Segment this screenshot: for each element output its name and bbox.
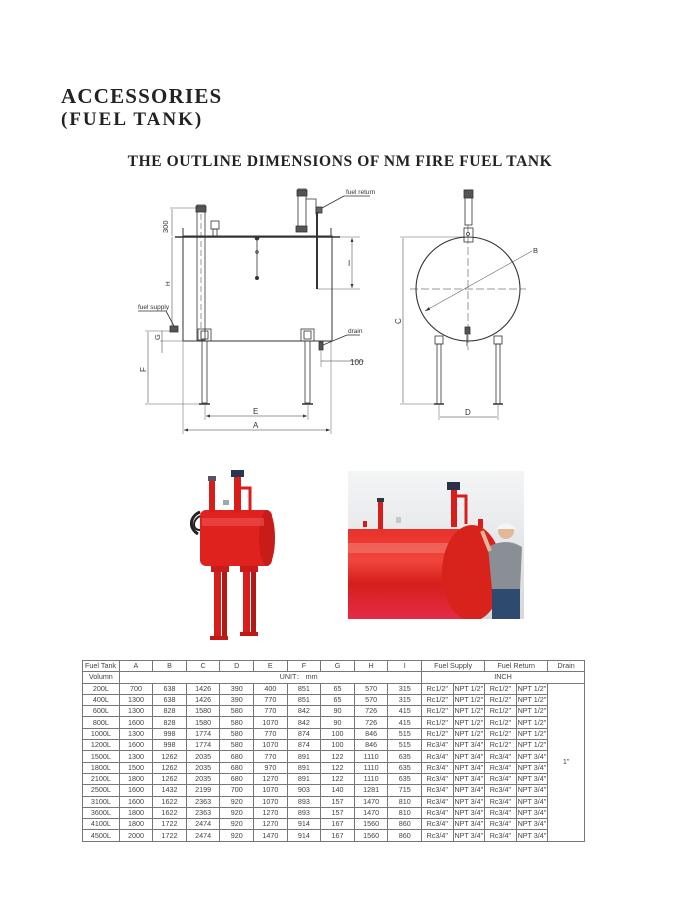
- table-cell: 1426: [186, 683, 220, 694]
- table-cell: 1270: [254, 819, 288, 830]
- table-cell: 1262: [153, 773, 187, 784]
- cell-volume: 1000L: [83, 728, 120, 739]
- table-cell: Rc1/2": [485, 683, 517, 694]
- table-cell: NPT 3/4": [454, 762, 484, 772]
- table-cell: Rc1/2": [422, 694, 454, 705]
- table-cell: 2474: [186, 830, 220, 841]
- cell-volume: 1800L: [83, 762, 120, 773]
- table-cell: 100: [321, 728, 355, 739]
- table-cell: 415: [388, 717, 422, 728]
- table-cell: 998: [153, 728, 187, 739]
- table-cell: 680: [220, 751, 254, 762]
- table-cell: 891: [287, 762, 321, 773]
- table-cell: 65: [321, 694, 355, 705]
- fuel-tank-photo-standalone: [178, 468, 288, 646]
- table-cell: NPT 3/4": [517, 762, 547, 772]
- table-cell: 1070: [254, 740, 288, 751]
- table-cell: Rc1/2": [485, 694, 517, 705]
- table-cell: 570: [354, 683, 388, 694]
- table-cell: 580: [220, 706, 254, 717]
- table-cell: 415: [388, 706, 422, 717]
- table-cell: 580: [220, 728, 254, 739]
- table-cell: 1470: [354, 796, 388, 807]
- table-cell: 122: [321, 751, 355, 762]
- table-cell: 920: [220, 830, 254, 841]
- table-cell: 1722: [153, 819, 187, 830]
- header-b: B: [153, 661, 187, 672]
- table-cell: 851: [287, 694, 321, 705]
- table-cell: 315: [388, 683, 422, 694]
- table-cell: 1070: [254, 717, 288, 728]
- table-cell: 828: [153, 706, 187, 717]
- table-cell: 860: [388, 819, 422, 830]
- table-cell: 65: [321, 683, 355, 694]
- table-cell: 580: [220, 717, 254, 728]
- svg-text:100: 100: [350, 358, 364, 367]
- table-cell: 1070: [254, 785, 288, 796]
- table-row: [83, 773, 585, 784]
- table-header-row: [83, 661, 585, 672]
- table-cell: 893: [287, 807, 321, 818]
- label-fuel-supply: fuel supply: [138, 304, 170, 311]
- table-cell: 998: [153, 740, 187, 751]
- table-cell: 1560: [354, 830, 388, 841]
- table-row: [83, 830, 585, 841]
- table-cell: 1262: [153, 751, 187, 762]
- table-cell: 635: [388, 751, 422, 762]
- table-cell: NPT 3/4": [454, 785, 484, 795]
- header-f: F: [287, 661, 321, 672]
- table-cell: 580: [220, 740, 254, 751]
- svg-text:A: A: [253, 421, 259, 430]
- cell-volume: 3600L: [83, 807, 120, 818]
- table-cell: 914: [287, 830, 321, 841]
- table-cell: 920: [220, 796, 254, 807]
- table-cell: 1110: [354, 773, 388, 784]
- table-cell: 1110: [354, 762, 388, 773]
- table-cell: 893: [287, 796, 321, 807]
- svg-text:I: I: [348, 259, 351, 268]
- table-cell: 726: [354, 706, 388, 717]
- table-cell: NPT 1/2": [454, 683, 484, 693]
- cell-volume: 400L: [83, 694, 120, 705]
- table-cell: 1470: [254, 830, 288, 841]
- cell-volume: 800L: [83, 717, 120, 728]
- table-cell: NPT 3/4": [517, 751, 547, 761]
- table-cell: NPT 3/4": [517, 808, 547, 817]
- table-cell: 635: [388, 773, 422, 784]
- table-cell: 140: [321, 785, 355, 796]
- header-volumn: Volumn: [83, 672, 120, 683]
- table-cell: 122: [321, 762, 355, 773]
- table-cell: 122: [321, 773, 355, 784]
- cell-volume: 2100L: [83, 773, 120, 784]
- page-subtitle: (FUEL TANK): [61, 109, 204, 130]
- table-cell: 1600: [119, 785, 153, 796]
- table-cell: 390: [220, 694, 254, 705]
- header-c: C: [186, 661, 220, 672]
- table-cell: 638: [153, 694, 187, 705]
- table-cell: 810: [388, 807, 422, 818]
- table-cell: 2035: [186, 762, 220, 773]
- table-cell: 1500: [119, 762, 153, 773]
- table-cell: 400: [254, 683, 288, 694]
- cell-drain: 1": [548, 683, 585, 841]
- table-cell: 726: [354, 717, 388, 728]
- table-cell: Rc3/4": [485, 762, 517, 773]
- table-cell: 2199: [186, 785, 220, 796]
- cell-volume: 1200L: [83, 740, 120, 751]
- end-view: [394, 190, 538, 420]
- table-cell: Rc3/4": [422, 773, 454, 784]
- table-cell: 1580: [186, 717, 220, 728]
- table-cell: 1722: [153, 830, 187, 841]
- svg-text:D: D: [465, 408, 471, 417]
- table-cell: NPT 3/4": [454, 808, 484, 817]
- table-cell: NPT 1/2": [454, 728, 484, 738]
- svg-text:300: 300: [161, 220, 170, 233]
- table-cell: 700: [220, 785, 254, 796]
- table-cell: 1300: [119, 728, 153, 739]
- header-fuel-return: Fuel Return: [485, 661, 548, 672]
- table-cell: 970: [254, 762, 288, 773]
- table-cell: 1470: [354, 807, 388, 818]
- table-row: [83, 796, 585, 807]
- table-cell: 1774: [186, 728, 220, 739]
- table-cell: 390: [220, 683, 254, 694]
- page-title: ACCESSORIES: [61, 84, 223, 108]
- table-row: [83, 706, 585, 717]
- table-cell: NPT 1/2": [454, 717, 484, 727]
- table-cell: 920: [220, 819, 254, 830]
- table-cell: 842: [287, 706, 321, 717]
- table-cell: NPT 1/2": [517, 706, 547, 716]
- svg-text:G: G: [153, 334, 162, 340]
- header-h: H: [354, 661, 388, 672]
- svg-text:C: C: [394, 318, 403, 324]
- table-cell: NPT 3/4": [517, 819, 547, 829]
- svg-text:H: H: [165, 281, 172, 286]
- table-cell: Rc3/4": [422, 796, 454, 807]
- table-cell: Rc3/4": [422, 785, 454, 796]
- label-fuel-return: fuel return: [346, 189, 376, 196]
- table-unit-row: [83, 672, 585, 683]
- table-cell: 167: [321, 830, 355, 841]
- table-cell: Rc3/4": [422, 740, 454, 751]
- fuel-tank-photo-with-person: [348, 471, 524, 619]
- cell-volume: 4500L: [83, 830, 120, 841]
- table-cell: 715: [388, 785, 422, 796]
- header-g: G: [321, 661, 355, 672]
- table-row: [83, 683, 585, 694]
- table-cell: 90: [321, 717, 355, 728]
- table-cell: 638: [153, 683, 187, 694]
- table-cell: NPT 1/2": [517, 740, 547, 750]
- table-cell: 1270: [254, 807, 288, 818]
- table-cell: 860: [388, 830, 422, 841]
- table-cell: 2000: [119, 830, 153, 841]
- table-cell: Rc1/2": [485, 706, 517, 717]
- table-cell: NPT 3/4": [454, 751, 484, 761]
- table-cell: NPT 1/2": [517, 717, 547, 727]
- table-cell: 2363: [186, 796, 220, 807]
- label-drain: drain: [348, 328, 363, 335]
- svg-text:B: B: [533, 246, 539, 255]
- table-cell: 515: [388, 740, 422, 751]
- table-cell: 1600: [119, 717, 153, 728]
- table-cell: NPT 3/4": [517, 830, 547, 840]
- table-cell: NPT 1/2": [517, 728, 547, 738]
- table-cell: NPT 1/2": [454, 695, 484, 705]
- table-cell: Rc3/4": [422, 819, 454, 830]
- table-cell: 1622: [153, 807, 187, 818]
- header-a: A: [119, 661, 153, 672]
- table-cell: 1560: [354, 819, 388, 830]
- table-cell: 1432: [153, 785, 187, 796]
- table-cell: 700: [119, 683, 153, 694]
- table-cell: 635: [388, 762, 422, 773]
- table-cell: 846: [354, 728, 388, 739]
- table-cell: 1300: [119, 751, 153, 762]
- table-cell: 315: [388, 694, 422, 705]
- table-row: [83, 785, 585, 796]
- header-i: I: [388, 661, 422, 672]
- outline-dimension-drawing: [0, 0, 680, 450]
- table-row: [83, 762, 585, 773]
- svg-text:E: E: [253, 407, 259, 416]
- table-cell: 1281: [354, 785, 388, 796]
- header-e: E: [254, 661, 288, 672]
- table-cell: 1600: [119, 796, 153, 807]
- table-cell: Rc1/2": [485, 740, 517, 751]
- table-cell: Rc3/4": [422, 830, 454, 841]
- table-cell: Rc3/4": [485, 830, 517, 841]
- table-cell: 157: [321, 796, 355, 807]
- table-cell: 770: [254, 706, 288, 717]
- table-cell: Rc3/4": [485, 773, 517, 784]
- table-cell: 770: [254, 694, 288, 705]
- table-cell: NPT 1/2": [517, 683, 547, 693]
- table-row: [83, 694, 585, 705]
- table-cell: Rc1/2": [422, 717, 454, 728]
- table-cell: NPT 3/4": [454, 830, 484, 840]
- table-cell: 1800: [119, 819, 153, 830]
- table-cell: 2035: [186, 751, 220, 762]
- unit-mm: UNIT： mm: [119, 672, 421, 683]
- table-cell: 1426: [186, 694, 220, 705]
- header-fuel-tank: Fuel Tank: [83, 661, 120, 672]
- table-cell: 1110: [354, 751, 388, 762]
- header-drain: Drain: [548, 661, 585, 672]
- table-cell: 851: [287, 683, 321, 694]
- table-cell: 810: [388, 796, 422, 807]
- table-cell: Rc3/4": [485, 796, 517, 807]
- table-row: [83, 728, 585, 739]
- table-cell: 1622: [153, 796, 187, 807]
- svg-text:F: F: [139, 367, 148, 372]
- table-cell: 842: [287, 717, 321, 728]
- table-cell: 2035: [186, 773, 220, 784]
- section-title: THE OUTLINE DIMENSIONS OF NM FIRE FUEL TANK: [127, 153, 553, 170]
- table-cell: 515: [388, 728, 422, 739]
- table-cell: 1600: [119, 740, 153, 751]
- cell-volume: 3100L: [83, 796, 120, 807]
- table-cell: 157: [321, 807, 355, 818]
- table-cell: NPT 3/4": [454, 740, 484, 750]
- table-cell: 680: [220, 773, 254, 784]
- table-cell: 1774: [186, 740, 220, 751]
- table-cell: NPT 3/4": [517, 774, 547, 784]
- table-cell: NPT 3/4": [517, 796, 547, 806]
- table-cell: 874: [287, 740, 321, 751]
- table-cell: 167: [321, 819, 355, 830]
- side-view: [138, 189, 376, 434]
- cell-volume: 200L: [83, 683, 120, 694]
- table-cell: 846: [354, 740, 388, 751]
- table-row: [83, 717, 585, 728]
- table-cell: NPT 1/2": [517, 695, 547, 705]
- table-cell: 828: [153, 717, 187, 728]
- table-cell: 1300: [119, 694, 153, 705]
- table-cell: NPT 3/4": [517, 785, 547, 795]
- table-cell: 100: [321, 740, 355, 751]
- table-cell: 891: [287, 751, 321, 762]
- table-cell: 1800: [119, 773, 153, 784]
- table-cell: 2474: [186, 819, 220, 830]
- table-cell: Rc3/4": [422, 762, 454, 773]
- table-cell: Rc3/4": [422, 807, 454, 818]
- table-cell: NPT 3/4": [454, 774, 484, 784]
- table-cell: 891: [287, 773, 321, 784]
- table-cell: 1580: [186, 706, 220, 717]
- cell-volume: 1500L: [83, 751, 120, 762]
- table-cell: 770: [254, 751, 288, 762]
- table-cell: 1300: [119, 706, 153, 717]
- table-cell: 2363: [186, 807, 220, 818]
- table-cell: 770: [254, 728, 288, 739]
- table-cell: 570: [354, 694, 388, 705]
- table-cell: Rc3/4": [485, 819, 517, 830]
- table-cell: 874: [287, 728, 321, 739]
- dimensions-table: [82, 660, 585, 842]
- header-d: D: [220, 661, 254, 672]
- table-cell: Rc3/4": [485, 751, 517, 762]
- unit-inch: INCH: [422, 672, 585, 683]
- table-cell: 90: [321, 706, 355, 717]
- table-cell: 914: [287, 819, 321, 830]
- header-fuel-supply: Fuel Supply: [422, 661, 485, 672]
- table-row: [83, 751, 585, 762]
- table-cell: Rc3/4": [485, 807, 517, 818]
- table-cell: Rc3/4": [485, 785, 517, 796]
- table-cell: 1800: [119, 807, 153, 818]
- table-cell: NPT 3/4": [454, 796, 484, 806]
- table-cell: 1070: [254, 796, 288, 807]
- table-cell: Rc3/4": [422, 751, 454, 762]
- table-cell: Rc1/2": [485, 728, 517, 739]
- cell-volume: 2500L: [83, 785, 120, 796]
- table-cell: Rc1/2": [422, 706, 454, 717]
- table-cell: Rc1/2": [485, 717, 517, 728]
- table-cell: 920: [220, 807, 254, 818]
- cell-volume: 4100L: [83, 819, 120, 830]
- cell-volume: 600L: [83, 706, 120, 717]
- table-cell: 680: [220, 762, 254, 773]
- table-cell: 1262: [153, 762, 187, 773]
- table-row: [83, 807, 585, 818]
- table-cell: NPT 1/2": [454, 706, 484, 716]
- table-cell: NPT 3/4": [454, 819, 484, 829]
- table-cell: 1270: [254, 773, 288, 784]
- table-cell: 903: [287, 785, 321, 796]
- table-cell: Rc1/2": [422, 728, 454, 739]
- table-row: [83, 819, 585, 830]
- table-cell: Rc1/2": [422, 683, 454, 694]
- table-row: [83, 740, 585, 751]
